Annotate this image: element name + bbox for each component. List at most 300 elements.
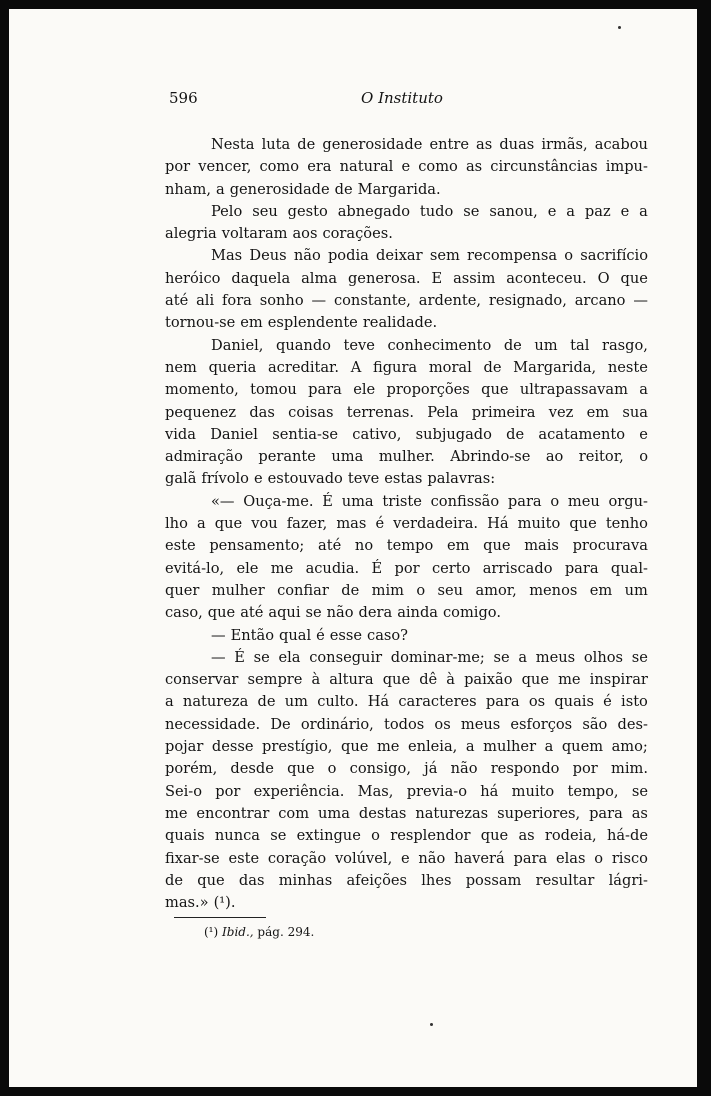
text-word: a xyxy=(165,693,174,711)
text-word: destas xyxy=(358,804,407,822)
text-word: que xyxy=(214,515,243,533)
text-word: deixar xyxy=(376,247,423,265)
text-word: de xyxy=(341,581,360,599)
text-word: Mas, xyxy=(357,782,394,800)
text-word: altura xyxy=(329,671,374,689)
text-word: Pelo xyxy=(211,202,243,220)
text-word: uma xyxy=(317,804,350,822)
text-word: pequenez xyxy=(165,403,237,421)
text-word: extingue xyxy=(296,827,361,845)
text-word: de xyxy=(257,693,276,711)
text-word: assim xyxy=(453,269,496,287)
text-word: o xyxy=(550,492,560,510)
text-word: Mas xyxy=(211,247,243,265)
text-word: dominar-me; xyxy=(390,648,485,666)
text-word: e xyxy=(401,849,410,867)
text-word: as xyxy=(465,158,483,176)
text-word: sanou, xyxy=(489,202,538,220)
text-word: quais xyxy=(554,693,594,711)
text-word: os xyxy=(528,693,546,711)
text-word: mim xyxy=(371,581,404,599)
text-word: um xyxy=(284,693,308,711)
text-word: esse xyxy=(329,626,363,644)
text-word: consigo, xyxy=(349,760,411,778)
text-word: admiração xyxy=(165,448,243,466)
text-word: qual xyxy=(279,626,312,644)
text-word: das xyxy=(249,403,275,421)
text-word: teve xyxy=(347,470,380,488)
text-word: Daniel, xyxy=(211,336,264,354)
text-word: como xyxy=(418,158,458,176)
text-word: caso? xyxy=(367,626,408,644)
text-word: até xyxy=(240,604,264,622)
text-word: quem xyxy=(561,738,604,756)
text-word: meu xyxy=(567,492,600,510)
text-word: galã xyxy=(165,470,197,488)
text-word: o xyxy=(371,827,380,845)
text-word: não xyxy=(326,604,354,622)
text-word: vida xyxy=(165,425,196,443)
text-word: pensamento; xyxy=(209,537,305,555)
text-word: amo; xyxy=(611,738,648,756)
text-word: coisas xyxy=(288,403,334,421)
text-word: mulher. xyxy=(378,448,435,466)
text-word: Então xyxy=(230,626,274,644)
text-word: a xyxy=(518,648,528,666)
text-word: queria xyxy=(208,358,257,376)
text-word: quer xyxy=(165,581,200,599)
text-word: abnegado xyxy=(337,202,410,220)
footnote-marker: (¹) xyxy=(204,925,219,939)
text-word: se xyxy=(631,648,648,666)
text-word: verdadeira. xyxy=(393,515,479,533)
text-word: Margarida, xyxy=(513,358,597,376)
text-word: corações. xyxy=(322,225,393,243)
text-word: constante, xyxy=(333,292,411,310)
text-word: elas xyxy=(556,849,586,867)
text-word: quais xyxy=(165,827,205,845)
text-word: que xyxy=(341,738,369,756)
text-word: mais xyxy=(524,537,559,555)
text-word: o xyxy=(327,760,337,778)
text-word: menos xyxy=(529,581,578,599)
text-word: que xyxy=(197,871,225,889)
text-word: superiores, xyxy=(497,804,581,822)
text-word: acudia. xyxy=(305,559,360,577)
text-word: neste xyxy=(607,358,648,376)
text-word: respondo xyxy=(490,760,560,778)
text-word: De xyxy=(270,715,291,733)
text-word: Há xyxy=(487,515,509,533)
text-word: naturezas xyxy=(415,804,489,822)
text-word: previa-o xyxy=(406,782,467,800)
text-word: que xyxy=(483,537,511,555)
text-word: podia xyxy=(327,247,369,265)
text-line xyxy=(165,290,648,312)
text-word: daquela xyxy=(231,269,291,287)
text-word: Daniel xyxy=(210,425,258,443)
text-word: A xyxy=(350,358,362,376)
text-word: mulher xyxy=(211,581,265,599)
text-word: é xyxy=(603,693,612,711)
text-word: e xyxy=(253,470,263,488)
text-word: frívolo xyxy=(201,470,249,488)
text-word: era xyxy=(307,158,332,176)
text-word: das xyxy=(238,871,265,889)
text-word: É xyxy=(322,492,333,510)
text-word: seu xyxy=(437,581,464,599)
text-word: esforços xyxy=(510,715,573,733)
page-header xyxy=(9,89,697,113)
text-word: pojar xyxy=(165,738,204,756)
text-word: tudo xyxy=(419,202,454,220)
text-line xyxy=(165,848,648,870)
text-word: — xyxy=(311,292,327,310)
text-word: fazer, xyxy=(286,515,328,533)
text-word: a xyxy=(196,515,206,533)
text-word: caracteres xyxy=(398,693,477,711)
text-word: impu- xyxy=(605,158,648,176)
text-word: primeira xyxy=(471,403,536,421)
text-line xyxy=(165,625,648,647)
text-word: Deus xyxy=(249,247,287,265)
text-word: Ouça-me. xyxy=(243,492,314,510)
text-word: que xyxy=(207,604,236,622)
text-word: acatamento xyxy=(538,425,626,443)
text-line xyxy=(165,335,648,357)
text-word: por xyxy=(394,559,420,577)
text-word: generosidade xyxy=(229,180,330,198)
text-word: ele xyxy=(236,559,259,577)
text-word: não xyxy=(450,760,478,778)
text-line xyxy=(165,379,648,401)
text-word: tempo, xyxy=(567,782,619,800)
text-word: terrenas. xyxy=(346,403,415,421)
text-word: natural xyxy=(339,158,394,176)
text-word: conservar xyxy=(165,671,239,689)
text-word: me xyxy=(558,671,581,689)
text-word: para xyxy=(485,693,520,711)
text-word: este xyxy=(165,537,196,555)
text-word: de xyxy=(297,136,316,153)
text-word: que xyxy=(521,671,549,689)
text-word: paixão xyxy=(464,671,513,689)
footnote-rule xyxy=(174,917,266,918)
text-word: afeições xyxy=(346,871,407,889)
text-word: muito xyxy=(517,515,561,533)
text-word: até xyxy=(318,537,342,555)
text-line xyxy=(165,736,648,758)
text-word: mas xyxy=(336,515,367,533)
text-word: se xyxy=(270,827,287,845)
text-word: ali xyxy=(196,292,215,310)
text-word: experiência. xyxy=(253,782,345,800)
text-line xyxy=(165,758,648,780)
text-word: aqui xyxy=(268,604,301,622)
paper-speck xyxy=(618,26,621,29)
text-word: um xyxy=(534,336,558,354)
text-word: natureza xyxy=(182,693,249,711)
text-word: circunstâncias xyxy=(490,158,598,176)
text-word: ultrapassavam xyxy=(519,381,628,399)
text-word: para xyxy=(564,559,599,577)
text-word: uma xyxy=(331,448,364,466)
text-word: moral xyxy=(428,358,472,376)
text-line xyxy=(165,580,648,602)
text-word: quando xyxy=(275,336,331,354)
text-word: é xyxy=(375,515,385,533)
text-word: que xyxy=(481,381,509,399)
text-word: tomou xyxy=(250,381,297,399)
text-word: ela xyxy=(278,648,301,666)
text-word: que xyxy=(287,760,315,778)
text-line xyxy=(165,134,648,156)
text-word: Há xyxy=(367,693,390,711)
text-word: por xyxy=(572,760,598,778)
text-word: sua xyxy=(622,403,648,421)
text-word: (¹). xyxy=(213,894,236,912)
text-word: paz xyxy=(584,202,611,220)
text-word: enleia, xyxy=(407,738,458,756)
text-line xyxy=(165,513,648,535)
text-word: É xyxy=(371,559,383,577)
text-word: meus xyxy=(535,648,576,666)
text-word: sempre xyxy=(247,671,303,689)
text-line xyxy=(165,402,648,424)
text-word: como xyxy=(259,158,300,176)
text-word: volúvel, xyxy=(334,849,393,867)
text-word: generosidade xyxy=(322,136,423,153)
text-word: não xyxy=(293,247,321,265)
text-line xyxy=(165,714,648,736)
text-word: Pela xyxy=(427,403,459,421)
text-word: culto. xyxy=(317,693,359,711)
text-word: vencer, xyxy=(198,158,252,176)
paper-speck xyxy=(430,1023,433,1026)
text-word: de xyxy=(334,180,353,198)
text-word: — xyxy=(211,648,226,666)
text-word: ao xyxy=(545,448,564,466)
text-line xyxy=(165,245,648,267)
text-word: luta xyxy=(261,136,291,153)
text-word: ordinário, xyxy=(300,715,374,733)
text-word: com xyxy=(278,804,310,822)
text-word: ele xyxy=(353,381,376,399)
text-word: à xyxy=(446,671,455,689)
text-word: perante xyxy=(258,448,316,466)
text-line xyxy=(165,223,648,245)
text-word: sacrifício xyxy=(580,247,648,265)
footnote xyxy=(204,925,314,939)
text-line xyxy=(165,312,648,334)
text-word: o xyxy=(594,849,604,867)
text-word: reitor, xyxy=(578,448,624,466)
text-word: há-de xyxy=(606,827,648,845)
text-word: que xyxy=(480,827,509,845)
text-word: no xyxy=(354,537,374,555)
text-word: me xyxy=(165,804,188,822)
text-word: acreditar. xyxy=(267,358,340,376)
text-line xyxy=(165,201,648,223)
text-line xyxy=(165,602,648,624)
text-word: é xyxy=(316,626,325,644)
text-line xyxy=(165,781,648,803)
text-word: aconteceu. xyxy=(506,269,587,287)
text-word: e xyxy=(547,202,557,220)
text-word: olhos xyxy=(583,648,624,666)
text-word: resignado, xyxy=(488,292,567,310)
text-word: caso, xyxy=(165,604,203,622)
text-line xyxy=(165,156,648,178)
text-word: já xyxy=(424,760,438,778)
text-word: proporções xyxy=(386,381,470,399)
text-word: O xyxy=(597,269,610,287)
text-word: os xyxy=(434,715,451,733)
text-word: procurava xyxy=(572,537,648,555)
text-word: qual- xyxy=(610,559,648,577)
text-word: por xyxy=(215,782,241,800)
text-word: para xyxy=(308,381,342,399)
text-word: o xyxy=(416,581,426,599)
text-word: rodeia, xyxy=(544,827,597,845)
text-word: inspirar xyxy=(589,671,648,689)
text-word: sem xyxy=(429,247,460,265)
text-word: possam xyxy=(465,871,522,889)
text-word: lhes xyxy=(421,871,452,889)
text-word: generosa. xyxy=(347,269,421,287)
text-word: encontrar xyxy=(196,804,270,822)
text-word: desse xyxy=(211,738,254,756)
body-text xyxy=(165,134,648,914)
text-word: arcano xyxy=(574,292,626,310)
text-word: conhecimento xyxy=(387,336,492,354)
text-word: porém, xyxy=(165,760,218,778)
text-word: se xyxy=(305,604,322,622)
text-word: que xyxy=(620,269,648,287)
text-word: dera xyxy=(358,604,393,622)
text-word: Abrindo-se xyxy=(450,448,531,466)
text-line xyxy=(165,179,648,201)
text-word: fora xyxy=(222,292,252,310)
text-word: sonho xyxy=(259,292,304,310)
text-line xyxy=(165,892,648,914)
text-line xyxy=(165,691,648,713)
text-line xyxy=(165,825,648,847)
text-word: subjugado xyxy=(415,425,492,443)
text-word: — xyxy=(633,292,648,310)
text-word: tornou-se xyxy=(165,314,236,332)
text-line xyxy=(165,357,648,379)
text-word: se xyxy=(253,648,270,666)
text-word: e xyxy=(620,202,630,220)
text-word: de xyxy=(165,871,183,889)
text-word: confiar xyxy=(277,581,329,599)
text-word: aos xyxy=(292,225,318,243)
text-word: arriscado xyxy=(482,559,553,577)
text-word: estouvado xyxy=(267,470,343,488)
text-word: E xyxy=(431,269,443,287)
text-word: esplendente xyxy=(267,314,358,332)
text-word: as xyxy=(476,136,493,153)
text-word: conseguir xyxy=(309,648,383,666)
text-word: irmãs, xyxy=(541,136,588,153)
text-word: des- xyxy=(617,715,648,733)
text-word: Sei-o xyxy=(165,782,203,800)
text-word: isto xyxy=(621,693,648,711)
text-word: entre xyxy=(429,136,469,153)
text-word: voltaram xyxy=(221,225,288,243)
text-word: gesto xyxy=(287,202,328,220)
text-word: ainda xyxy=(397,604,438,622)
text-word: e xyxy=(401,158,411,176)
text-word: por xyxy=(165,158,191,176)
text-word: comigo. xyxy=(443,604,501,622)
text-word: palavras: xyxy=(427,470,496,488)
text-word: amor, xyxy=(475,581,517,599)
text-word: desde xyxy=(230,760,274,778)
text-word: para xyxy=(589,804,623,822)
text-line xyxy=(165,870,648,892)
text-word: fixar-se xyxy=(165,849,220,867)
text-word: resplendor xyxy=(390,827,471,845)
text-word: a xyxy=(639,381,648,399)
text-word: dê xyxy=(419,671,438,689)
text-word: lho xyxy=(165,515,188,533)
text-word: confissão xyxy=(430,492,500,510)
text-word: minhas xyxy=(278,871,333,889)
text-word: prestígio, xyxy=(262,738,333,756)
text-word: certo xyxy=(431,559,471,577)
text-word: a xyxy=(639,202,648,220)
text-word: triste xyxy=(382,492,422,510)
text-word: meus xyxy=(460,715,501,733)
text-word: me xyxy=(270,559,294,577)
text-line xyxy=(165,669,648,691)
text-word: a xyxy=(465,738,475,756)
text-word: de xyxy=(483,358,502,376)
text-line xyxy=(165,424,648,446)
text-word: risco xyxy=(611,849,648,867)
running-title: O Instituto xyxy=(361,89,443,107)
book-page xyxy=(9,9,697,1087)
text-word: de xyxy=(503,336,522,354)
text-word: tenho xyxy=(605,515,648,533)
text-line xyxy=(165,446,648,468)
text-word: — xyxy=(211,626,226,644)
text-word: figura xyxy=(372,358,418,376)
text-word: alegria xyxy=(165,225,217,243)
text-word: de xyxy=(506,425,525,443)
text-word: para xyxy=(513,849,548,867)
text-word: não xyxy=(418,849,446,867)
text-line xyxy=(165,803,648,825)
text-word: se xyxy=(463,202,480,220)
text-word: todos xyxy=(383,715,425,733)
text-word: Nesta xyxy=(211,136,255,153)
text-line xyxy=(165,535,648,557)
text-line xyxy=(165,647,648,669)
text-word: e xyxy=(639,425,648,443)
text-word: mim. xyxy=(610,760,648,778)
footnote-reference: Ibid., xyxy=(222,925,254,939)
text-word: à xyxy=(311,671,321,689)
text-word: em xyxy=(586,403,610,421)
text-word: acabou xyxy=(594,136,648,153)
text-word: teve xyxy=(343,336,375,354)
text-word: momento, xyxy=(165,381,239,399)
text-word: lágri- xyxy=(608,871,648,889)
text-word: recompensa xyxy=(467,247,558,265)
